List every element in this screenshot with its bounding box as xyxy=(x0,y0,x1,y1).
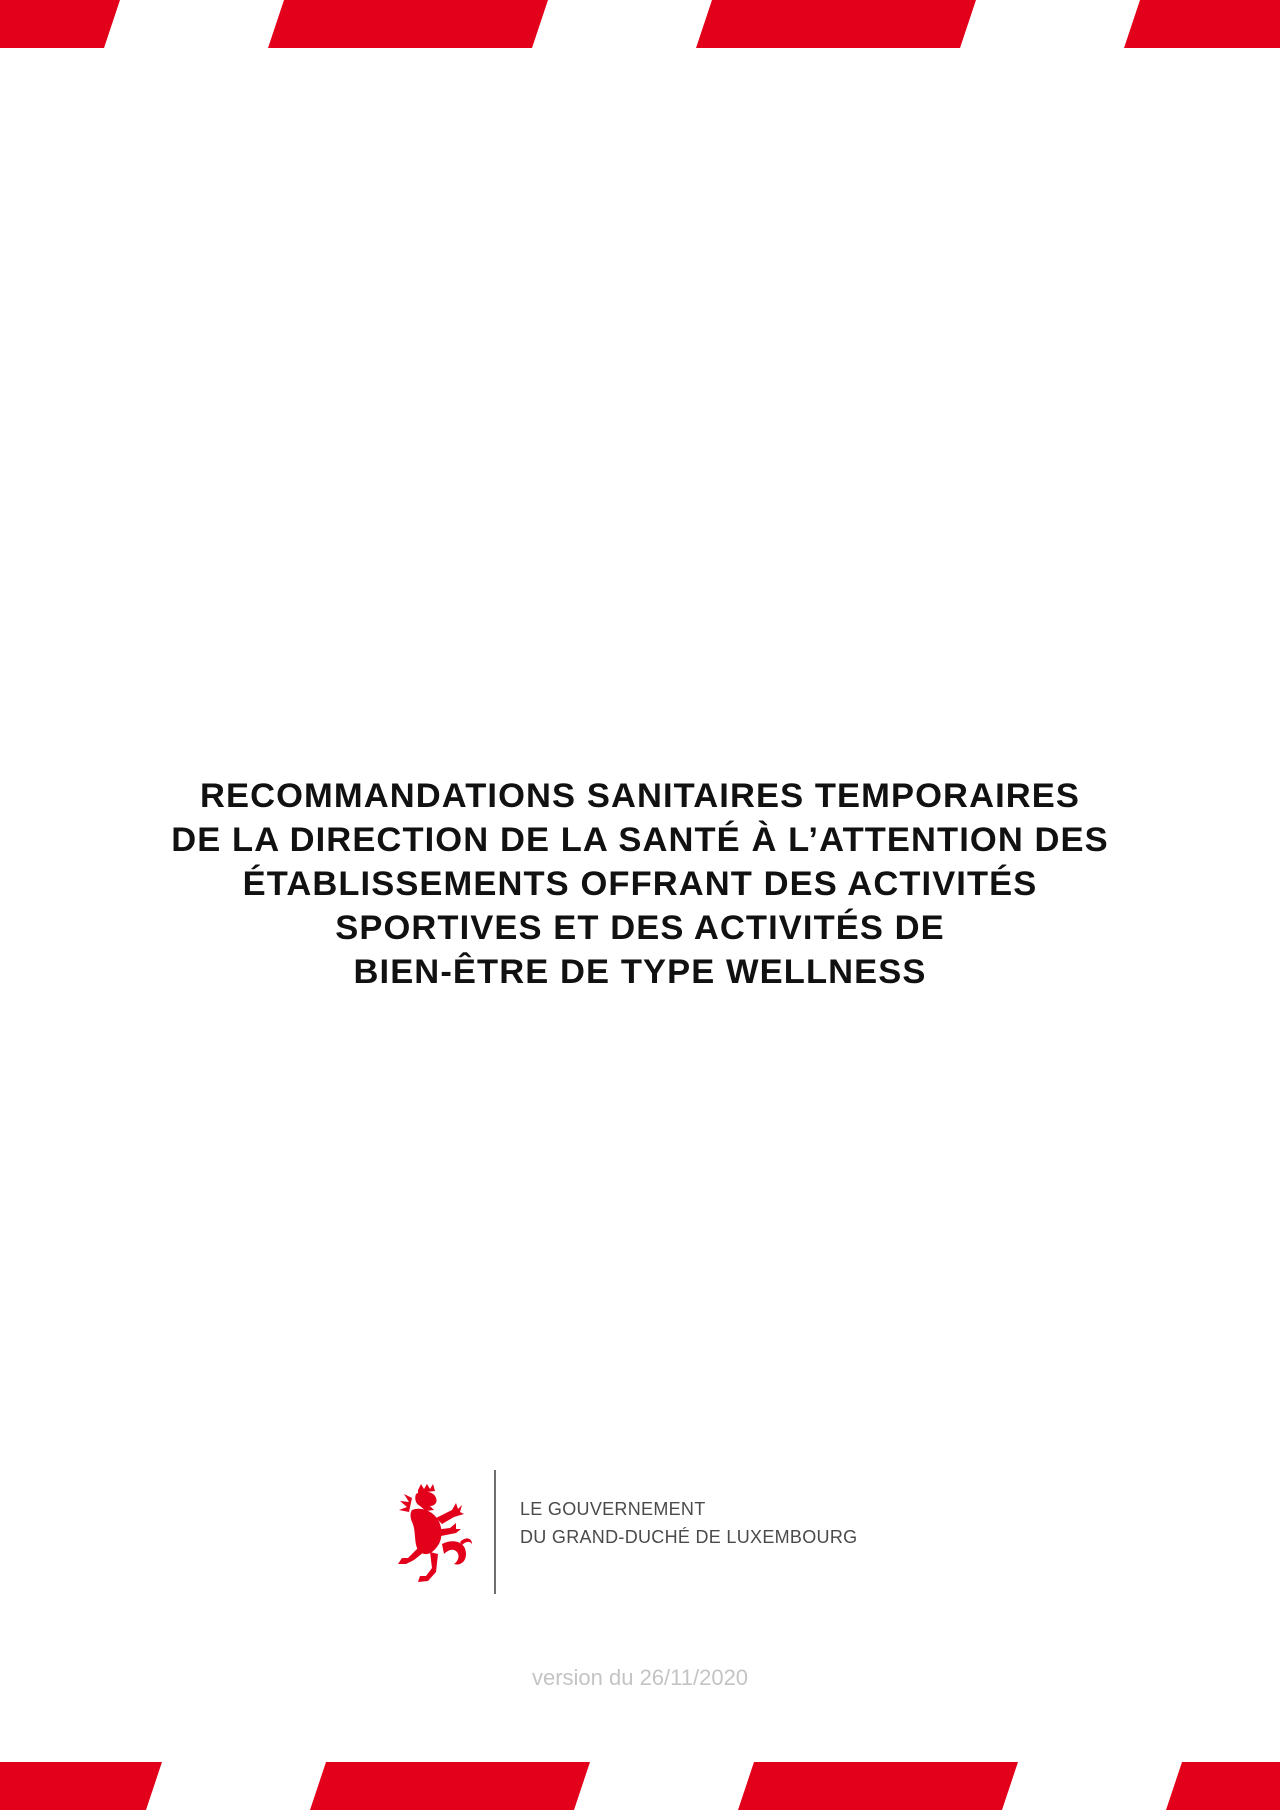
stripe xyxy=(268,0,548,48)
stripe xyxy=(310,1762,590,1810)
title-line: ÉTABLISSEMENTS OFFRANT DES ACTIVITÉS xyxy=(242,865,1038,903)
top-stripe-band xyxy=(0,0,1280,48)
bottom-stripe-band xyxy=(0,1762,1280,1810)
title-line: BIEN-ÊTRE DE TYPE WELLNESS xyxy=(353,953,927,991)
stripe xyxy=(1124,0,1280,48)
stripe xyxy=(0,0,120,48)
logo-divider xyxy=(494,1470,496,1594)
title-line: DE LA DIRECTION DE LA SANTÉ À L’ATTENTION DES xyxy=(171,821,1109,859)
document-title xyxy=(0,774,1280,994)
red-lion-icon xyxy=(390,1484,474,1584)
stripe xyxy=(1166,1762,1280,1810)
stripe xyxy=(696,0,976,48)
stripe xyxy=(738,1762,1018,1810)
government-name-line: LE GOUVERNEMENT xyxy=(520,1499,706,1519)
government-name xyxy=(520,1495,857,1551)
government-logo xyxy=(390,1470,910,1595)
government-name-line: DU GRAND-DUCHÉ DE LUXEMBOURG xyxy=(520,1527,858,1547)
version-date: version du 26/11/2020 xyxy=(531,1665,749,1690)
title-line: SPORTIVES ET DES ACTIVITÉS DE xyxy=(335,909,945,947)
title-line: RECOMMANDATIONS SANITAIRES TEMPORAIRES xyxy=(199,777,1081,815)
stripe xyxy=(0,1762,162,1810)
